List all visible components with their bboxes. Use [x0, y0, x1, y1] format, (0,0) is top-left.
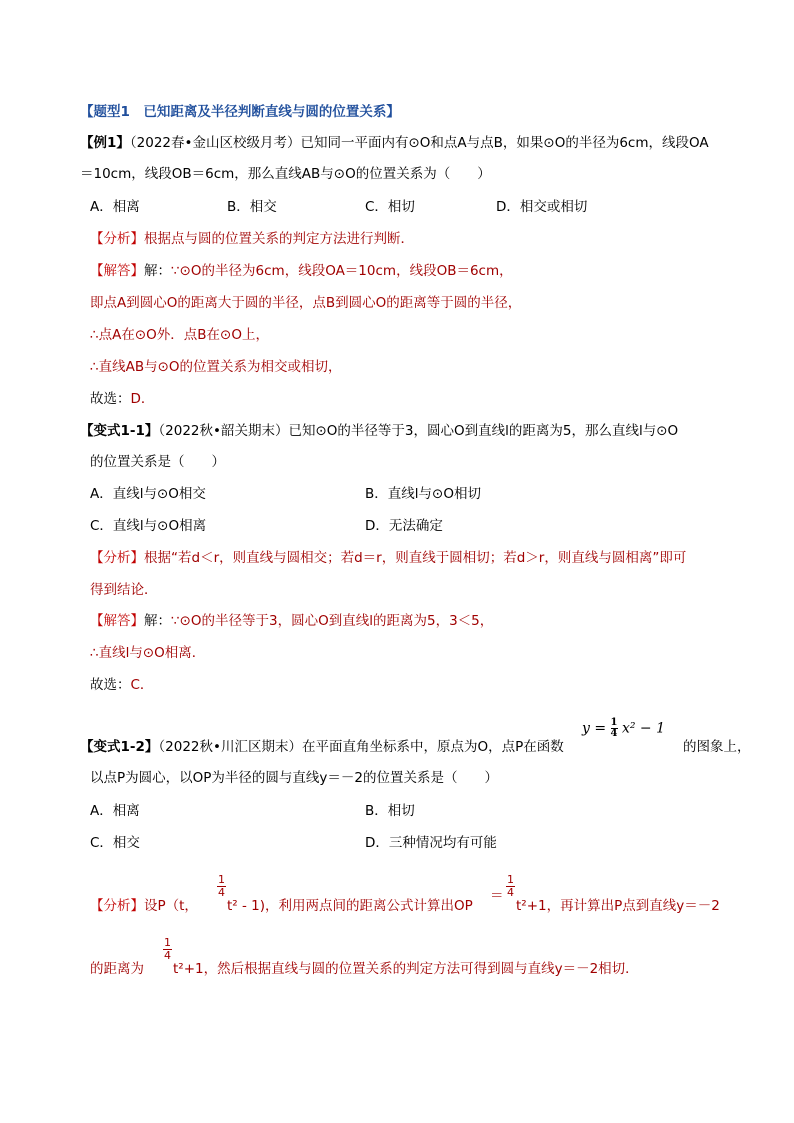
example-1-line-1: [80, 134, 709, 152]
variant-1-2-analysis-text-1: 设P（t，: [144, 898, 198, 914]
variant-1-1-answer-line-1: [90, 612, 493, 630]
variant-1-1-option-c: C．直线l与⊙O相离: [90, 518, 207, 534]
variant-1-1-question-line-2: 的位置关系是（ ）: [90, 454, 225, 470]
example-1-choice-value: D．: [130, 391, 155, 407]
variant-1-1-option-a: A．直线l与⊙O相交: [90, 486, 206, 502]
function-formula: [582, 718, 665, 739]
example-1-option-b: B．相交: [227, 199, 277, 215]
variant-1-1-answer-line-2: ∴直线l与⊙O相离．: [90, 645, 206, 661]
example-1-option-a: A．相离: [90, 199, 140, 215]
variant-1-1-analysis-text-1: 根据“若d＜r，则直线与圆相交；若d＝r，则直线于圆相切；若d＞r，则直线与圆相离”即可: [144, 550, 687, 566]
variant-1-2-question-line-2: 以点P为圆心，以OP为半径的圆与直线y＝－2的位置关系是（ ）: [90, 770, 498, 786]
example-1-tag: 【例1】: [80, 135, 130, 151]
formula-fraction: [611, 718, 618, 739]
example-1-option-d: D．相交或相切: [496, 199, 588, 215]
variant-1-2-analysis-part-4: t²+1，再计算出P点到直线y＝－2: [516, 898, 720, 914]
variant-1-2-option-a: A．相离: [90, 803, 140, 819]
example-1-question-line-2: ＝10cm，线段OB＝6cm，那么直线AB与⊙O的位置关系为（ ）: [80, 166, 491, 182]
example-1-answer-line-3: ∴点A在⊙O外．点B在⊙O上，: [90, 327, 269, 343]
fraction-2-numerator: 1: [507, 873, 514, 886]
variant-1-1-analysis-line-1: [90, 549, 686, 567]
fraction-quarter-2: [506, 874, 515, 899]
formula-denominator: 4: [610, 728, 618, 739]
variant-1-2-question-line-1b: 的图象上，: [683, 739, 751, 755]
example-1-answer-line-4: ∴直线AB与⊙O的位置关系为相交或相切，: [90, 359, 342, 375]
variant-1-2-analysis-tag: 【分析】: [90, 898, 144, 914]
example-1-option-c: C．相切: [365, 199, 415, 215]
variant-1-2-tag: 【变式1-2】: [80, 739, 159, 755]
section-heading: 【题型1 已知距离及半径判断直线与圆的位置关系】: [80, 104, 400, 120]
variant-1-1-choice-value: C．: [130, 677, 154, 693]
example-1-answer-tag: 【解答】: [90, 263, 144, 279]
variant-1-1-option-d: D．无法确定: [365, 518, 443, 534]
variant-1-2-analysis-part-1: [90, 897, 198, 915]
variant-1-2-analysis-part-2: t² - 1)，利用两点间的距离公式计算出OP: [227, 898, 473, 914]
fraction-3-numerator: 1: [164, 936, 171, 949]
formula-rhs: x² − 1: [621, 720, 666, 737]
variant-1-2-analysis-part-5: 的距离为: [90, 961, 144, 977]
variant-1-2-question-line-1a: （2022秋•川汇区期末）在平面直角坐标系中，原点为O，点P在函数: [158, 739, 564, 755]
variant-1-1-answer-text-1: ∵⊙O的半径等于3，圆心O到直线l的距离为5，3＜5，: [171, 613, 494, 629]
formula-numerator: 1: [610, 717, 618, 728]
variant-1-1-answer-tag: 【解答】: [90, 613, 144, 629]
example-1-answer-line-1: [90, 262, 513, 280]
variant-1-1-line-1: [80, 422, 678, 440]
example-1-question-line-1: （2022春•金山区校级月考）已知同一平面内有⊙O和点A与点B，如果⊙O的半径为6cm，线段OA: [129, 135, 709, 151]
variant-1-2-option-d: D．三种情况均有可能: [365, 835, 497, 851]
variant-1-2-line-1: [80, 738, 564, 756]
fraction-1-denominator: 4: [218, 886, 225, 899]
variant-1-2-option-b: B．相切: [365, 803, 415, 819]
variant-1-2-analysis-part-3: ＝: [490, 888, 504, 904]
example-1-analysis: [90, 230, 414, 248]
example-1-choice-lead: 故选：: [90, 391, 131, 407]
fraction-2-denominator: 4: [507, 886, 514, 899]
example-1-choice: [90, 390, 154, 408]
fraction-quarter-3: [163, 937, 172, 962]
fraction-quarter-1: [217, 874, 226, 899]
variant-1-2-option-c: C．相交: [90, 835, 140, 851]
variant-1-1-answer-lead: 解：: [144, 613, 171, 629]
variant-1-1-choice-lead: 故选：: [90, 677, 131, 693]
fraction-3-denominator: 4: [164, 949, 171, 962]
example-1-analysis-tag: 【分析】: [90, 231, 144, 247]
formula-lhs: y =: [582, 720, 607, 737]
variant-1-1-option-b: B．直线l与⊙O相切: [365, 486, 481, 502]
fraction-1-numerator: 1: [218, 873, 225, 886]
variant-1-1-tag: 【变式1-1】: [80, 423, 159, 439]
example-1-answer-text-1: ∵⊙O的半径为6cm，线段OA＝10cm，线段OB＝6cm，: [171, 263, 513, 279]
example-1-answer-lead: 解：: [144, 263, 171, 279]
variant-1-2-analysis-part-6: t²+1，然后根据直线与圆的位置关系的判定方法可得到圆与直线y＝－2相切．: [173, 961, 639, 977]
variant-1-1-question-line-1: （2022秋•韶关期末）已知⊙O的半径等于3，圆心O到直线l的距离为5，那么直线l与⊙O: [158, 423, 679, 439]
variant-1-1-choice: [90, 676, 153, 694]
example-1-analysis-text: 根据点与圆的位置关系的判定方法进行判断．: [144, 231, 414, 247]
variant-1-1-analysis-tag: 【分析】: [90, 550, 144, 566]
variant-1-1-analysis-line-2: 得到结论．: [90, 582, 158, 598]
example-1-answer-line-2: 即点A到圆心O的距离大于圆的半径，点B到圆心O的距离等于圆的半径，: [90, 295, 522, 311]
